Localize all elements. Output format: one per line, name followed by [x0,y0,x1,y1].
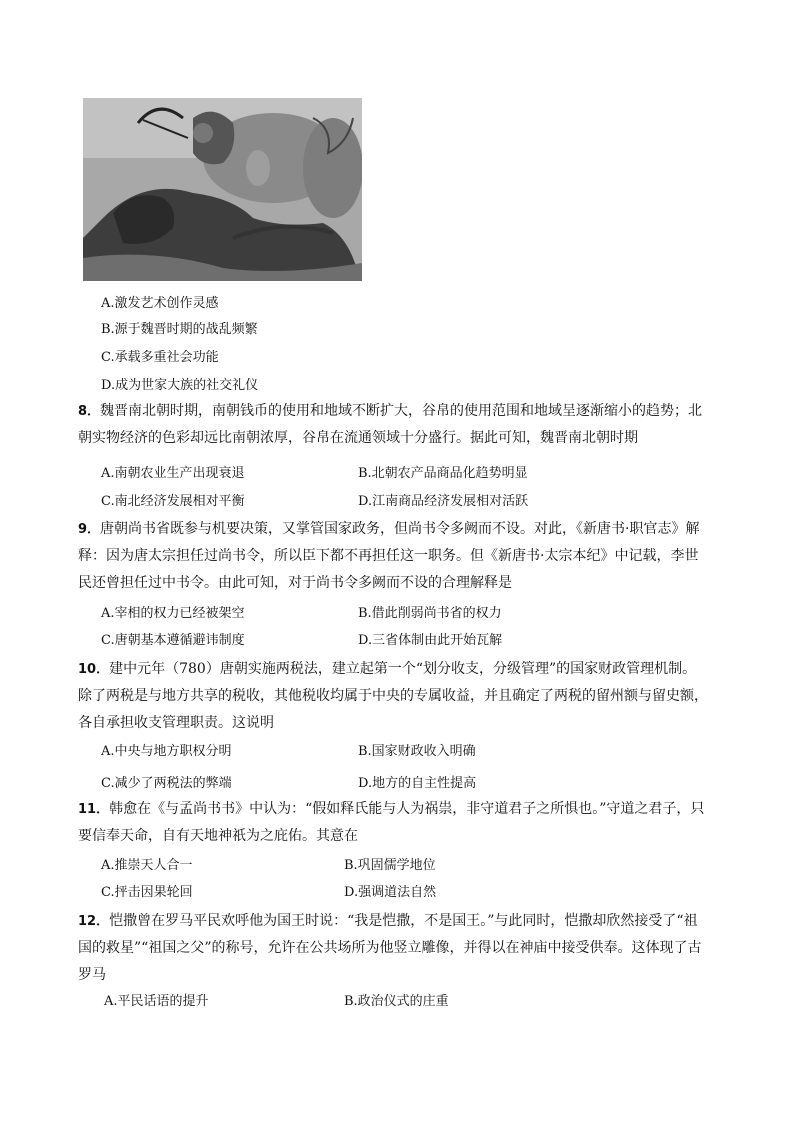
q9-option-a: A.宰相的权力已经被架空 [101,606,245,621]
q10-option-b: B.国家财政收入明确 [358,744,476,759]
q8-option-b: B.北朝农产品商品化趋势明显 [358,466,528,481]
q10-option-a: A.中央与地方职权分明 [101,744,232,759]
prev-option-b: B.源于魏晋时期的战乱频繁 [101,322,258,337]
question-text: 唐朝尚书省既参与机要决策，又掌管国家政务，但尚书令多阙而不设。对此，《新唐书·职官志》解释：因为唐太宗担任过尚书令，所以臣下都不再担任这一职务。但《新唐书·太宗本纪》中记载，李世民还曾担任过中书令。由此可知，对于尚书令多阙而不设的合理解释是 [78,521,700,591]
question-text: 恺撒曾在罗马平民欢呼他为国王时说：“我是恺撒，不是国王。”与此同时，恺撒却欣然接受了“祖国的救星”“祖国之父”的称号，允许在公共场所为他竖立雕像，并得以在神庙中接受供奉。这体现了古罗马 [78,913,702,983]
q8-option-d: D.江南商品经济发展相对活跃 [358,494,529,509]
question-11 [78,796,708,850]
q10-option-c: C.减少了两税法的弊端 [101,776,232,791]
question-8 [78,398,708,452]
question-10 [78,656,708,737]
question-number: 9． [78,522,101,537]
q8-option-a: A.南朝农业生产出现衰退 [101,466,245,481]
q9-option-b: B.借此削弱尚书省的权力 [358,606,502,621]
prev-option-a: A.激发艺术创作灵感 [101,296,219,311]
question-number: 8． [78,404,101,419]
q9-option-c: C.唐朝基本遵循避讳制度 [101,633,245,648]
question-text: 韩愈在《与孟尚书书》中认为：“假如释氏能与人为祸祟，非守道君子之所惧也。”守道之君子，只要信奉天命，自有天地神祇为之庇佑。其意在 [78,801,705,844]
q11-option-c: C.抨击因果轮回 [101,885,193,900]
question-12 [78,908,708,989]
q11-option-a: A.推崇天人合一 [101,858,193,873]
q12-option-a: A.平民话语的提升 [104,994,209,1009]
question-text: 魏晋南北朝时期，南朝钱币的使用和地域不断扩大，谷帛的使用范围和地域呈逐渐缩小的趋势；北朝实物经济的色彩却远比南朝浓厚，谷帛在流通领域十分盛行。据此可知，魏晋南北朝时期 [78,403,703,446]
question-text: 建中元年（780）唐朝实施两税法，建立起第一个“划分收支，分级管理”的国家财政管理机制。除了两税是与地方共享的税收，其他税收均属于中央的专属收益，并且确定了两税的留州额与留史额，各自承担收支管理职责。这说明 [78,661,708,731]
q11-option-d: D.强调道法自然 [344,885,437,900]
question-number: 11． [78,802,110,817]
question-number: 12． [78,914,110,929]
question-number: 10． [78,662,110,677]
question-9 [78,516,708,597]
q11-option-b: B.巩固儒学地位 [344,858,436,873]
horseback-archer-mural-image [83,98,362,281]
q8-option-c: C.南北经济发展相对平衡 [101,494,245,509]
q10-option-d: D.地方的自主性提高 [358,776,477,791]
q12-option-b: B.政治仪式的庄重 [344,994,449,1009]
prev-option-d: D.成为世家大族的社交礼仪 [101,378,259,393]
mural-illustration [83,98,362,281]
prev-option-c: C.承载多重社会功能 [101,350,219,365]
q9-option-d: D.三省体制由此开始瓦解 [358,633,503,648]
